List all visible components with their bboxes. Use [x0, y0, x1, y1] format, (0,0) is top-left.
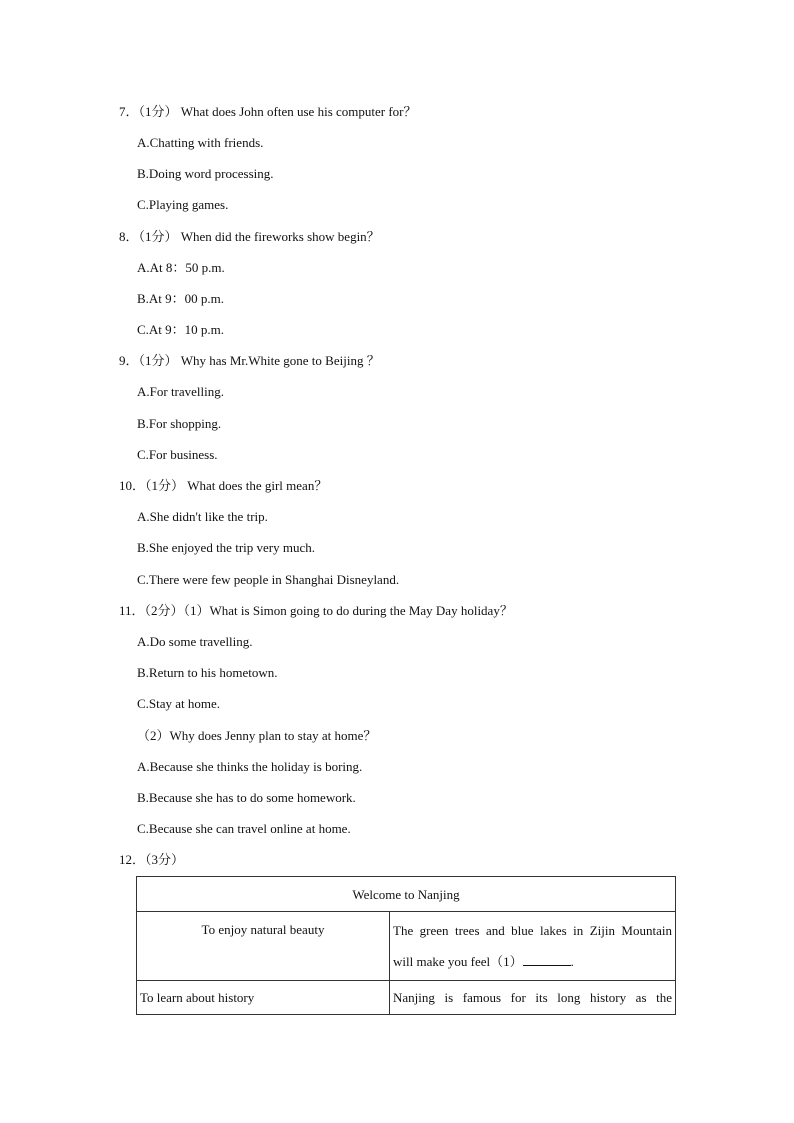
table-cell-line — [393, 946, 672, 977]
table-title-row — [137, 877, 676, 912]
question-8-prompt: 8．（1分） When did the fireworks show begin？ — [119, 229, 380, 244]
nanjing-info-table — [136, 876, 676, 1015]
question-7-prompt: 7．（1分） What does John often use his computer for？ — [119, 104, 417, 119]
question-9-option-c: C.For business. — [137, 447, 218, 462]
question-9-option-a: A.For travelling. — [137, 384, 225, 399]
question-11-option-c: C.Stay at home. — [137, 696, 221, 711]
question-11-sub-option-a: A.Because she thinks the holiday is boring. — [137, 759, 363, 774]
question-10-option-b: B.She enjoyed the trip very much. — [137, 540, 315, 555]
question-11-prompt: 11．（2分）（1）What is Simon going to do during the May Day holiday？ — [119, 603, 513, 618]
question-9-prompt: 9．（1分） Why has Mr.White gone to Beijing ？ — [119, 353, 380, 368]
table-cell-description: Nanjing is famous for its long history as the — [390, 981, 676, 1015]
table-row — [137, 981, 676, 1015]
question-10-option-a: A.She didn't like the trip. — [137, 509, 268, 524]
question-11-sub-option-c: C.Because she can travel online at home. — [137, 821, 351, 836]
table-row — [137, 912, 676, 981]
question-7-option-c: C.Playing games. — [137, 197, 229, 212]
table-cell-text: will make you feel（1） — [393, 954, 523, 969]
question-11-option-a: A.Do some travelling. — [137, 634, 253, 649]
question-10-prompt: 10．（1分） What does the girl mean？ — [119, 478, 328, 493]
question-8-option-c: C.At 9：10 p.m. — [137, 322, 225, 337]
table-title: Welcome to Nanjing — [137, 877, 676, 912]
question-7-option-a: A.Chatting with friends. — [137, 135, 264, 150]
question-7-option-b: B.Doing word processing. — [137, 166, 274, 181]
table-cell-category: To enjoy natural beauty — [137, 912, 390, 981]
table-cell-line: The green trees and blue lakes in Zijin Mountain — [393, 923, 672, 938]
question-8-option-a: A.At 8：50 p.m. — [137, 260, 225, 275]
table-cell-description — [390, 912, 676, 981]
question-12-prompt: 12．（3分） — [119, 852, 185, 867]
table-cell-category: To learn about history — [137, 981, 390, 1015]
question-11-sub-option-b: B.Because she has to do some homework. — [137, 790, 356, 805]
question-8-option-b: B.At 9：00 p.m. — [137, 291, 225, 306]
question-10-option-c: C.There were few people in Shanghai Disneyland. — [137, 572, 400, 587]
question-9-option-b: B.For shopping. — [137, 416, 222, 431]
question-11-option-b: B.Return to his hometown. — [137, 665, 278, 680]
question-11-sub-prompt: （2）Why does Jenny plan to stay at home？ — [137, 728, 377, 743]
table-cell-text: . — [570, 954, 574, 969]
answer-blank[interactable] — [523, 965, 571, 966]
